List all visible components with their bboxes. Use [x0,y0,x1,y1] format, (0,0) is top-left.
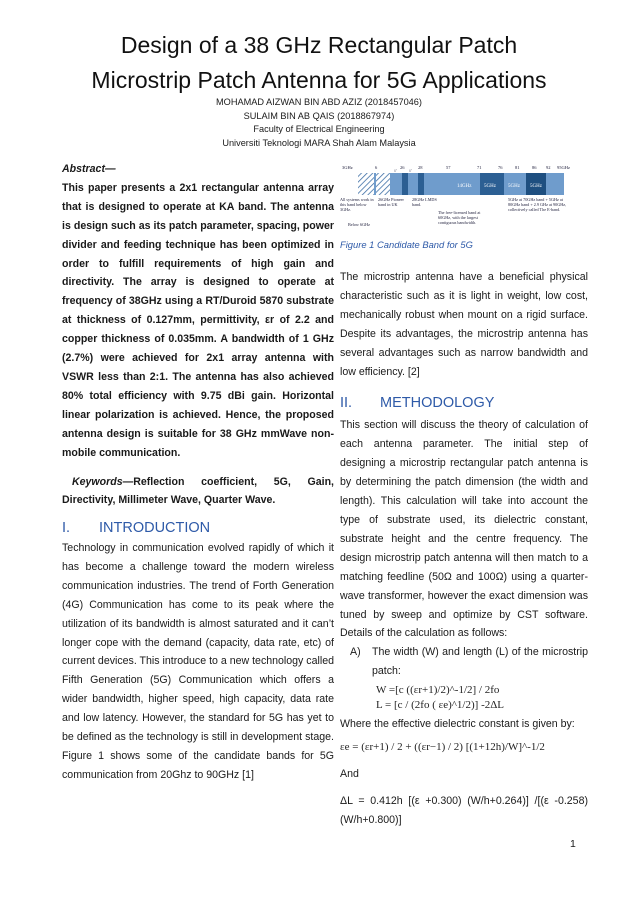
annotation-28ghz: 28GHz LMDS band. [412,197,437,207]
tick-label: 81 [515,165,520,170]
introduction-heading [62,518,210,538]
tick-label: 95GHz [557,165,570,170]
formula-effective-dielectric [340,740,588,755]
formula-length: L = [c / (2fo ( εe)^1/2)] -2ΔL [376,699,505,712]
affiliation-faculty: Faculty of Electrical Engineering [253,124,385,134]
formula-block-wl [376,683,588,713]
formula-width: W =[c ((εr+1)/2)^-1/2] / 2fo [376,684,500,697]
band-diagram [340,160,574,236]
annotation-below-6ghz: Below 6GHz [348,222,370,227]
paper-title-line-2: Microstrip Patch Antenna for 5G Applications [91,67,547,93]
tick-label: 86 [532,165,537,170]
band-label: 5GHz [508,184,520,189]
tick-label: 76 [498,165,503,170]
band-label: 5GHz [484,184,496,189]
band-28ghz [418,173,424,195]
right-intro-paragraph: The microstrip antenna have a beneficial physical characteristic such as it is light in weight, low cost, mechanically robust when mount on a rigid surface. Despite its advantages, the microstrip antenna has several advantages such as narrow bandwidth and low efficiency. [2] [340,271,588,378]
annotation-26ghz: 26GHz Pioneer band in UK [378,197,404,207]
candidate-band-figure [340,160,574,236]
annotation-free-licensed: The free-licensed band at 60GHz, with the largest contiguous bandwidth. [438,210,481,225]
band-label: 14GHz [457,184,472,189]
keywords-label: Keywords— [72,475,134,488]
list-item-text: The width (W) and length (L) of the microstrip patch: [372,646,588,678]
tick-label: 71 [477,165,482,170]
figure-caption: Figure 1 Candidate Band for 5G [340,239,473,250]
abstract-label: Abstract— [62,163,116,175]
methodology-number: II. [340,395,353,412]
and-text: And [340,768,359,781]
annotation-e-band: 5GHz at 70GHz band + 5GHz at 80GHz band + 2.9 GHz at 90GHz, collectively called The E-band. [508,197,567,212]
author-block [30,96,608,150]
list-marker: A) [350,646,361,659]
list-item [340,643,588,681]
tick-label: 57 [446,165,451,170]
author-1: MOHAMAD AIZWAN BIN ABD AZIZ (2018457046) [216,97,422,107]
methodology-paragraph: This section will discuss the theory of calculation of each antenna parameter. The initial step of designing a microstrip rectangular patch antenna is by determining the patch dimension (the width and length). This calculation will take into account the type of substrate used, its dielectric constant, substrate height and the centre frequency. The design microstrip patch antenna will then match to a matching feedline (50Ω and 100Ω) using a quarter-wave transformer, however the exact dimension was tuned by sweep and optimize by CST software. Details of the calculation as follows: [340,419,588,640]
formula-eff: εe = (εr+1) / 2 + ((εr−1) / 2) [(1+12h)/W]^-1/2 [340,741,545,754]
tick-label: 6 [375,165,378,170]
left-column [62,160,334,510]
right-column [340,268,588,830]
keywords [62,473,334,511]
hatched-band-below-6ghz [376,173,390,195]
introduction-title: INTRODUCTION [99,520,211,536]
hatched-band-below-3ghz [358,173,374,195]
band-label: 5GHz [530,184,542,189]
page-number: 1 [570,838,576,850]
effective-dielectric-text: Where the effective dielectric constant is given by: [340,718,575,731]
abstract-text: This paper presents a 2x1 rectangular antenna array that is designed to operate at KA band. The antenna is design such as its patch parameter, spacing, power divider and feeding technique has been optimized in order to fulfill requirements of high gain and directivity. The array is designed to operate at frequency of 38GHz using a RT/Duroid 5870 substrate at thickness of 0.127mm, permittivity, εr of 2.2 and copper thickness of 0.035mm. A bandwidth of 1 GHz (2.7%) were achieved for 2x1 array antenna with VSWR less than 2:1. The antenna has also achieved 80% total efficiency with 9.75 dBi gain. Horizontal linear polarization is achieved. Hence, the proposed antenna design is suitable for 38 GHz mmWave non-mobile communication. [62,181,334,459]
tick-label: 3GHz [342,165,353,170]
tick-label: 28 [418,165,423,170]
paper-title-line-1: Design of a 38 GHz Rectangular Patch [120,32,518,58]
band-26ghz [402,173,408,195]
introduction-number: I. [62,520,71,536]
break-mark-2: // [409,168,412,173]
author-2: SULAIM BIN AB QAIS (2018867974) [243,110,395,121]
methodology-title: METHODOLOGY [380,395,495,412]
annotation-all-systems: All systems work in this band below 3GHz. [340,197,374,212]
methodology-heading [340,393,588,413]
delta-l-formula: ΔL = 0.412h [(ε +0.300) (W/h+0.264)] /[(ε -0.258) (W/h+0.800)] [340,794,588,826]
keywords-text: Reflection coefficient, 5G, Gain, Directivity, Millimeter Wave, Quarter Wave. [62,475,334,507]
tick-label: 26 [400,165,405,170]
tick-label: 92 [546,165,551,170]
affiliation-university: Universiti Teknologi MARA Shah Alam Malaysia [222,137,416,148]
introduction-text: Technology in communication evolved rapidly of which it has become a challenge toward the modern wireless communication industries. The trend of Forth Generation (4G) Communication has come to its peak where the utilization of its bandwidth is almost saturated and it can’t longer cope with the demand (capacity, data rate, etc) of current devices. This introduce to a new technology called Fifth Generation (5G) Communication which offers a wider bandwidth, higher speed, high capacity, data rate and low latency. However, the standard for 5G has yet to be defined as the technology is still in development stage. Figure 1 shows some of the candidate bands for 5G communication from 20Ghz to 90GHz [1] [62,542,334,781]
break-mark-1: // [394,168,397,173]
